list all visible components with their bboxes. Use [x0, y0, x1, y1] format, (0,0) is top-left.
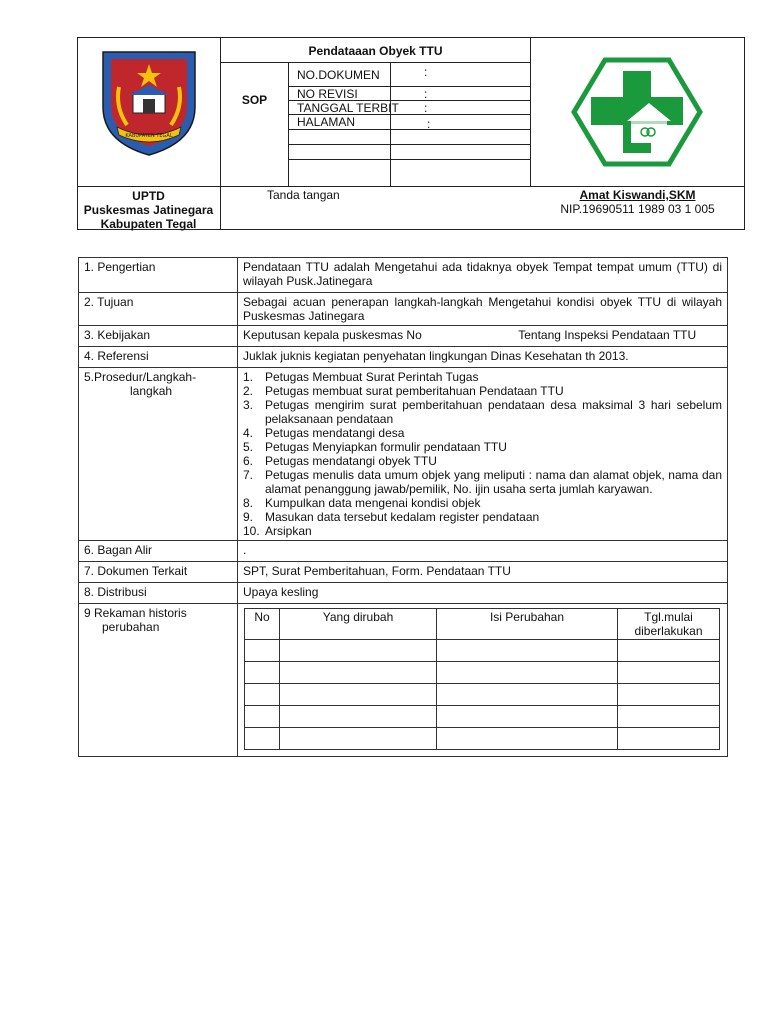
table-row [245, 728, 720, 750]
row-pengertian [79, 258, 728, 293]
header-block [77, 37, 745, 230]
sop-content-table [78, 257, 728, 757]
distribusi-label: 8. Distribusi [79, 583, 238, 604]
step-item: 3. Petugas mengirim surat pemberitahuan pendataan desa maksimal 3 hari sebelum pelaksanaan pendataan [243, 398, 722, 426]
rekaman-label [79, 604, 238, 757]
col-tgl-mulai: Tgl.mulai diberlakukan [618, 609, 720, 640]
kabupaten-tegal-emblem [93, 47, 205, 157]
row-kebijakan [79, 326, 728, 347]
prosedur-label-line1: 5.Prosedur/Langkah- [84, 370, 197, 384]
row-prosedur [79, 368, 728, 541]
revision-history-table [244, 608, 720, 750]
referensi-label: 4. Referensi [79, 347, 238, 368]
tujuan-content: Sebagai acuan penerapan langkah-langkah Mengetahui kondisi obyek TTU di wilayah Puskesmas Jatinegara [238, 293, 728, 326]
table-row [245, 662, 720, 684]
col-no: No [245, 609, 280, 640]
table-row [245, 640, 720, 662]
tujuan-label: 2. Tujuan [79, 293, 238, 326]
step-item: 7. Petugas menulis data umum objek yang meliputi : nama dan alamat objek, nama dan alamat penanggung jawab/pemilik, No. ijin usaha serta jumlah karyawan. [243, 468, 722, 496]
prosedur-label [79, 368, 238, 541]
prosedur-content [238, 368, 728, 541]
meta-no-dokumen-label: NO.DOKUMEN [297, 68, 380, 82]
row-referensi [79, 347, 728, 368]
dokumen-terkait-label: 7. Dokumen Terkait [79, 562, 238, 583]
prosedur-label-line2: langkah [130, 384, 173, 398]
signature-label: Tanda tangan [267, 188, 340, 202]
org-line-2: Puskesmas Jatinegara [83, 203, 214, 217]
org-line-3: Kabupaten Tegal [100, 217, 197, 231]
meta-tanggal-terbit-sep: : [424, 101, 428, 115]
signer-nip: NIP.19690511 1989 03 1 005 [560, 202, 715, 216]
step-item: 2. Petugas membuat surat pemberitahuan Pendataan TTU [243, 384, 564, 398]
sop-label: SOP [241, 93, 268, 107]
kebijakan-label: 3. Kebijakan [79, 326, 238, 347]
prosedur-steps [243, 370, 722, 538]
kebijakan-content-2: Tentang Inspeksi Pendataan TTU [518, 328, 697, 342]
step-item: 10. Arsipkan [243, 524, 312, 538]
meta-halaman-label: HALAMAN [297, 115, 356, 129]
bagan-alir-label: 6. Bagan Alir [79, 541, 238, 562]
meta-tanggal-terbit-label: TANGGAL TERBIT [297, 101, 399, 115]
kebijakan-content: Keputusan kepala puskesmas No [243, 328, 422, 342]
row-dokumen-terkait [79, 562, 728, 583]
rekaman-content [238, 604, 728, 757]
col-yang-dirubah: Yang dirubah [280, 609, 437, 640]
table-row [245, 684, 720, 706]
step-item: 8. Kumpulkan data mengenai kondisi objek [243, 496, 481, 510]
rekaman-label-line1: 9 Rekaman historis [84, 606, 187, 620]
row-distribusi [79, 583, 728, 604]
revision-history-header [245, 609, 720, 640]
puskesmas-logo [571, 57, 703, 167]
meta-no-revisi-sep: : [424, 87, 428, 101]
meta-no-revisi-label: NO REVISI [297, 87, 358, 101]
pengertian-label: 1. Pengertian [79, 258, 238, 293]
signer-name: Amat Kiswandi,SKM [579, 188, 696, 202]
row-rekaman-historis [79, 604, 728, 757]
referensi-content: Juklak juknis kegiatan penyehatan lingkungan Dinas Kesehatan th 2013. [238, 347, 728, 368]
row-tujuan [79, 293, 728, 326]
bagan-alir-content: . [238, 541, 728, 562]
step-item: 4. Petugas mendatangi desa [243, 426, 405, 440]
rekaman-label-line2: perubahan [102, 620, 160, 634]
document-title: Pendataaan Obyek TTU [308, 44, 443, 58]
table-row [245, 706, 720, 728]
dokumen-terkait-content: SPT, Surat Pemberitahuan, Form. Pendataan TTU [238, 562, 728, 583]
distribusi-content: Upaya kesling [238, 583, 728, 604]
step-item: 1. Petugas Membuat Surat Perintah Tugas [243, 370, 479, 384]
step-item: 5. Petugas Menyiapkan formulir pendataan TTU [243, 440, 507, 454]
step-item: 9. Masukan data tersebut kedalam register pendataan [243, 510, 540, 524]
meta-no-dokumen-sep: : [424, 65, 428, 79]
org-line-1: UPTD [132, 189, 165, 203]
meta-halaman-sep: : [427, 117, 431, 131]
step-item: 6. Petugas mendatangi obyek TTU [243, 454, 437, 468]
row-bagan-alir [79, 541, 728, 562]
emblem-banner-text: KABUPATEN TEGAL [125, 133, 173, 139]
kebijakan-cell [238, 326, 728, 347]
pengertian-content: Pendataan TTU adalah Mengetahui ada tidaknya obyek Tempat tempat umum (TTU) di wilayah Pusk.Jatinegara [238, 258, 728, 293]
col-isi-perubahan: Isi Perubahan [437, 609, 618, 640]
